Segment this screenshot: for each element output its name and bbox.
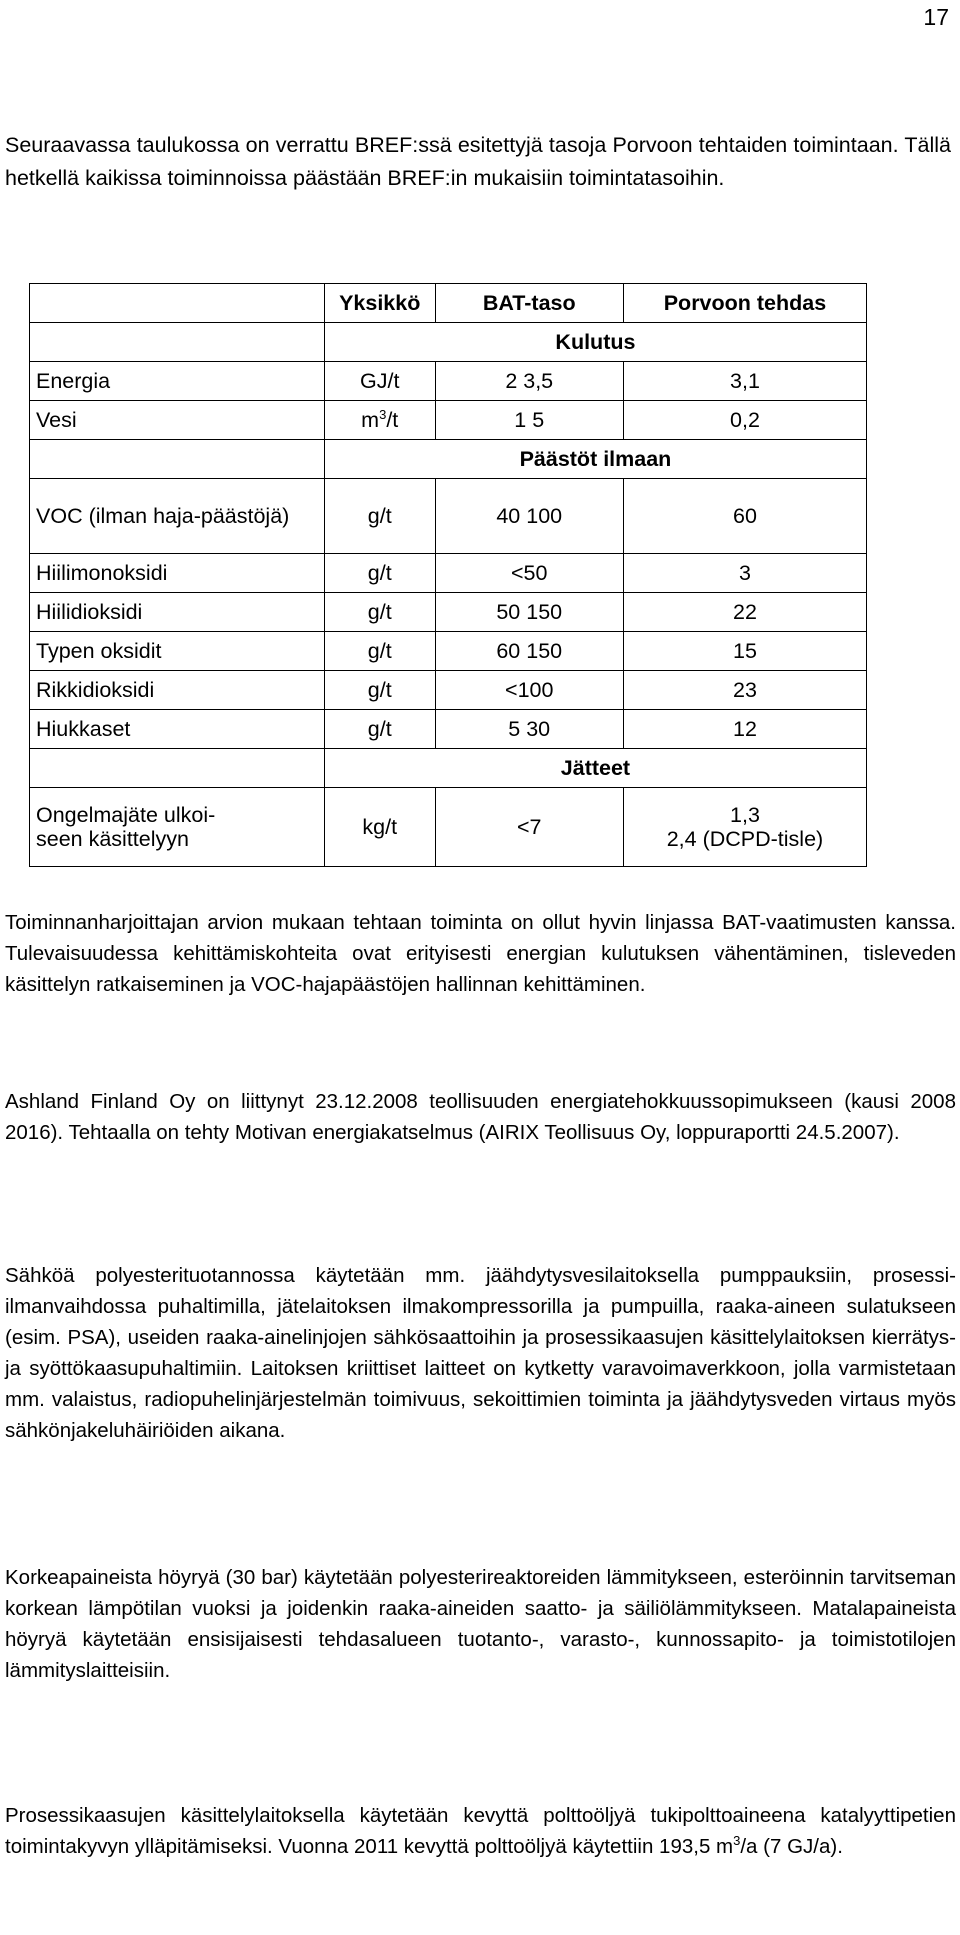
cell-bat: 40 100 <box>435 479 623 554</box>
cell-unit: g/t <box>324 554 435 593</box>
cell-unit: kg/t <box>324 788 435 867</box>
bat-comparison-table <box>29 283 867 867</box>
cell-substance: Rikkidioksidi <box>30 671 325 710</box>
paragraph-energy-agreement: Ashland Finland Oy on liittynyt 23.12.2008 teollisuuden energiatehokkuussopimukseen (kausi 2008 2016). Tehtaalla on tehty Motivan energiakatselmus (AIRIX Teollisuus Oy, loppuraportti 24.5.2007). <box>5 1090 956 1144</box>
cell-substance <box>30 788 325 867</box>
section-waste-row <box>30 749 867 788</box>
section-spacer <box>30 323 325 362</box>
cell-substance: Hiilidioksidi <box>30 593 325 632</box>
section-consumption-row <box>30 323 867 362</box>
table-header-row <box>30 284 867 323</box>
substance-line-2: seen käsittelyyn <box>36 827 189 851</box>
header-bat: BAT-taso <box>435 284 623 323</box>
cell-unit: g/t <box>324 671 435 710</box>
section-spacer <box>30 440 325 479</box>
unit-superscript: 3 <box>379 406 387 422</box>
cell-bat: <7 <box>435 788 623 867</box>
table-row <box>30 632 867 671</box>
paragraph-steam-use: Korkeapaineista höyryä (30 bar) käytetään polyesterireaktoreiden lämmitykseen, esteröinnin tarvitseman korkean lämpötilan vuoksi ja joidenkin raaka-aineiden saatto- ja säiliölämmitykseen. Matalapaineista höyryä käytetään ensisijaisesti tehdasalueen tuotanto-, varasto-, kunnossapito- ja toimistotilojen lämmityslaitteisiin. <box>5 1566 956 1682</box>
plant-line-2: 2,4 (DCPD-tisle) <box>666 827 824 851</box>
cell-plant: 3,1 <box>623 362 866 401</box>
plant-line-1: 1,3 <box>730 803 760 827</box>
cell-bat: 50 150 <box>435 593 623 632</box>
section-waste: Jätteet <box>324 749 866 788</box>
cell-plant: 22 <box>623 593 866 632</box>
fuel-oil-tail: /a (7 GJ/a). <box>740 1835 843 1858</box>
cell-bat: 60 150 <box>435 632 623 671</box>
paragraph-electricity-use: Sähköä polyesterituotannossa käytetään mm. jäähdytysvesilaitoksella pumppauksiin, prosessi-ilmanvaihdossa puhaltimilla, jätelaitoksen ilmakompressorilla ja pumpuilla, raaka-aineen sulatukseen (esim. PSA), useiden raaka-ainelinjojen sähkösaattoihin ja prosessikaasujen käsittelylaitoksen kierrätys- ja syöttökaasupuhaltimiin. Laitoksen kriittiset laitteet on kytketty varavoimaverkkoon, jolla varmistetaan mm. valaistus, radiopuhelinjärjestelmän toimivuus, sekoittimien toiminta ja jäähdytysveden virtaus myös sähkönjakeluhäiriöiden aikana. <box>5 1264 956 1442</box>
cell-plant: 0,2 <box>623 401 866 440</box>
cell-plant: 3 <box>623 554 866 593</box>
unit-tail: /t <box>386 408 399 432</box>
unit-base: m <box>361 408 380 432</box>
cell-substance: VOC (ilman haja-päästöjä) <box>30 479 325 554</box>
header-plant: Porvoon tehdas <box>623 284 866 323</box>
cell-bat: <50 <box>435 554 623 593</box>
cell-bat: <100 <box>435 671 623 710</box>
fuel-oil-superscript: 3 <box>733 1833 741 1849</box>
cell-substance: Vesi <box>30 401 325 440</box>
section-spacer <box>30 749 325 788</box>
table-row <box>30 593 867 632</box>
table-row <box>30 479 867 554</box>
cell-bat: 2 3,5 <box>435 362 623 401</box>
cell-unit: g/t <box>324 479 435 554</box>
cell-plant: 60 <box>623 479 866 554</box>
table-row <box>30 554 867 593</box>
cell-substance: Hiilimonoksidi <box>30 554 325 593</box>
cell-unit: g/t <box>324 632 435 671</box>
cell-substance: Hiukkaset <box>30 710 325 749</box>
header-substance <box>30 284 325 323</box>
cell-bat: 1 5 <box>435 401 623 440</box>
cell-plant: 12 <box>623 710 866 749</box>
substance-line-1: Ongelmajäte ulkoi- <box>36 803 216 827</box>
cell-unit <box>324 401 435 440</box>
section-air: Päästöt ilmaan <box>324 440 866 479</box>
cell-plant: 23 <box>623 671 866 710</box>
fuel-oil-text: Prosessikaasujen käsittelylaitoksella käytetään kevyttä polttoöljyä tukipolttoaineena katalyyttipetien toimintakyvyn ylläpitämiseksi. Vuonna 2011 kevyttä polttoöljyä käytettiin 193,5 m <box>5 1804 956 1858</box>
cell-substance: Energia <box>30 362 325 401</box>
paragraph-fuel-oil <box>5 1800 956 1862</box>
table-row <box>30 362 867 401</box>
intro-paragraph: Seuraavassa taulukossa on verrattu BREF:ssä esitettyjä tasoja Porvoon tehtaiden toimintaan. Tällä hetkellä kaikissa toiminnoissa päästään BREF:in mukaisiin toimintatasoihin. <box>5 133 951 190</box>
table-row <box>30 401 867 440</box>
header-unit: Yksikkö <box>324 284 435 323</box>
cell-plant: 15 <box>623 632 866 671</box>
cell-unit: g/t <box>324 593 435 632</box>
table-row <box>30 671 867 710</box>
cell-bat: 5 30 <box>435 710 623 749</box>
paragraph-bat-assessment: Toiminnanharjoittajan arvion mukaan tehtaan toiminta on ollut hyvin linjassa BAT-vaatimusten kanssa. Tulevaisuudessa kehittämiskohteita ovat erityisesti energian kulutuksen vähentäminen, tisleveden käsittelyn ratkaiseminen ja VOC-hajapäästöjen hallinnan kehittäminen. <box>5 911 956 996</box>
cell-unit: g/t <box>324 710 435 749</box>
cell-unit: GJ/t <box>324 362 435 401</box>
section-consumption: Kulutus <box>324 323 866 362</box>
cell-plant <box>623 788 866 867</box>
table-row <box>30 710 867 749</box>
page-number: 17 <box>923 4 949 30</box>
cell-substance: Typen oksidit <box>30 632 325 671</box>
table-row <box>30 788 867 867</box>
section-air-row <box>30 440 867 479</box>
